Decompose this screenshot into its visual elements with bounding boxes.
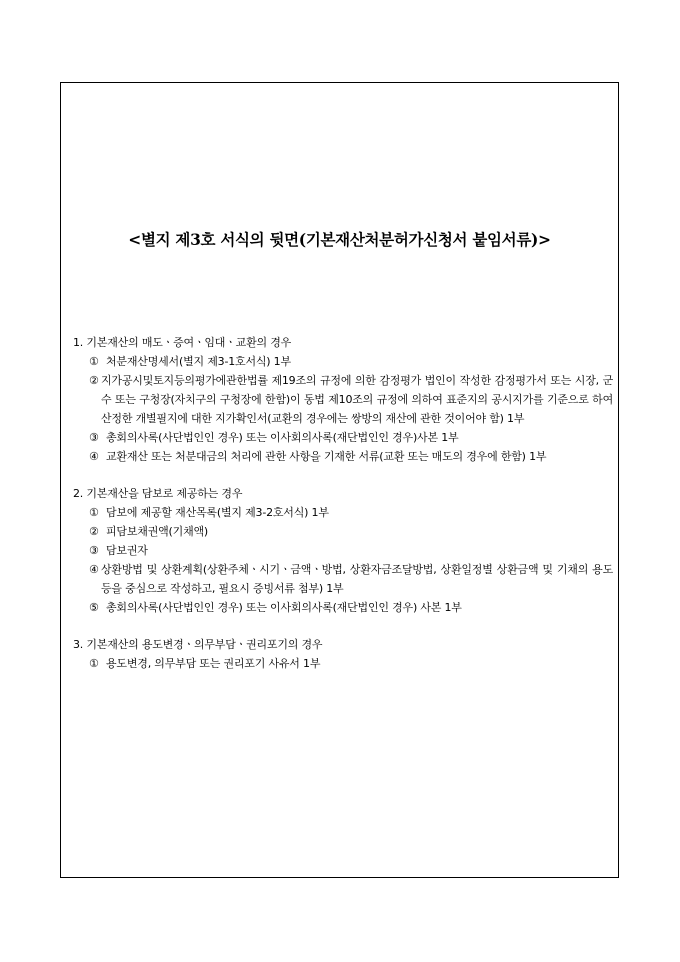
item-text: 교환재산 또는 처분대금의 처리에 관한 사항을 기재한 서류(교환 또는 매도의 경우에 한함) 1부 — [106, 450, 547, 463]
list-item — [73, 541, 613, 560]
item-text: 용도변경, 의무부담 또는 권리포기 사유서 1부 — [106, 657, 321, 670]
item-text: 피담보채권액(기채액) — [106, 525, 209, 538]
section-heading: 1. 기본재산의 매도ㆍ증여ㆍ임대ㆍ교환의 경우 — [73, 336, 292, 349]
section-heading: 2. 기본재산을 담보로 제공하는 경우 — [73, 487, 243, 500]
item-text: 담보에 제공할 재산목록(별지 제3-2호서식) 1부 — [106, 506, 329, 519]
list-item — [73, 560, 613, 598]
list-item — [73, 598, 613, 617]
document-title: <별지 제3호 서식의 뒷면(기본재산처분허가신청서 붙임서류)> — [128, 230, 551, 249]
item-marker: ② — [89, 374, 99, 387]
item-text: 처분재산명세서(별지 제3-1호서식) 1부 — [106, 355, 291, 368]
item-text: 총회의사록(사단법인인 경우) 또는 이사회의사록(재단법인인 경우) 사본 1부 — [106, 601, 462, 614]
section-heading: 3. 기본재산의 용도변경ㆍ의무부담ㆍ권리포기의 경우 — [73, 638, 323, 651]
item-marker: ① — [89, 657, 99, 670]
item-marker: ① — [89, 506, 99, 519]
item-marker: ④ — [89, 450, 99, 463]
list-item — [73, 428, 613, 447]
item-marker: ① — [89, 355, 99, 368]
list-item — [73, 371, 613, 428]
list-item — [73, 654, 613, 673]
document-frame — [60, 82, 619, 878]
item-marker: ④ — [89, 563, 99, 576]
list-item — [73, 522, 613, 541]
item-marker: ② — [89, 525, 99, 538]
list-item — [73, 447, 613, 466]
section-collateral — [73, 484, 613, 617]
section-use-change-obligation-waiver — [73, 635, 613, 673]
item-text: 총회의사록(사단법인인 경우) 또는 이사회의사록(재단법인인 경우)사본 1부 — [106, 431, 459, 444]
item-text: 지가공시및토지등의평가에관한법률 제19조의 규정에 의한 감정평가 법인이 작성한 감정평가서 또는 시장, 군수 또는 구청장(자치구의 구청장에 한함)이 동법 제10조의 규정에 의하여 표준지의 공시지가를 기준으로 하여 산정한 개별필지에 대한 지가확인서(교환의 경우에는 쌍방의 재산에 관한 것이어야 함) 1부 — [101, 374, 613, 425]
document-body — [73, 333, 613, 691]
item-marker: ③ — [89, 431, 99, 444]
section-sale-donation-lease-exchange — [73, 333, 613, 466]
list-item — [73, 503, 613, 522]
item-text: 상환방법 및 상환계획(상환주체ㆍ시기ㆍ금액ㆍ방법, 상환자금조달방법, 상환일정별 상환금액 및 기채의 용도 등을 중심으로 작성하고, 필요시 증빙서류 첨부) 1부 — [101, 563, 613, 595]
item-marker: ③ — [89, 544, 99, 557]
list-item — [73, 352, 613, 371]
item-marker: ⑤ — [89, 601, 99, 614]
item-text: 담보권자 — [106, 544, 148, 557]
